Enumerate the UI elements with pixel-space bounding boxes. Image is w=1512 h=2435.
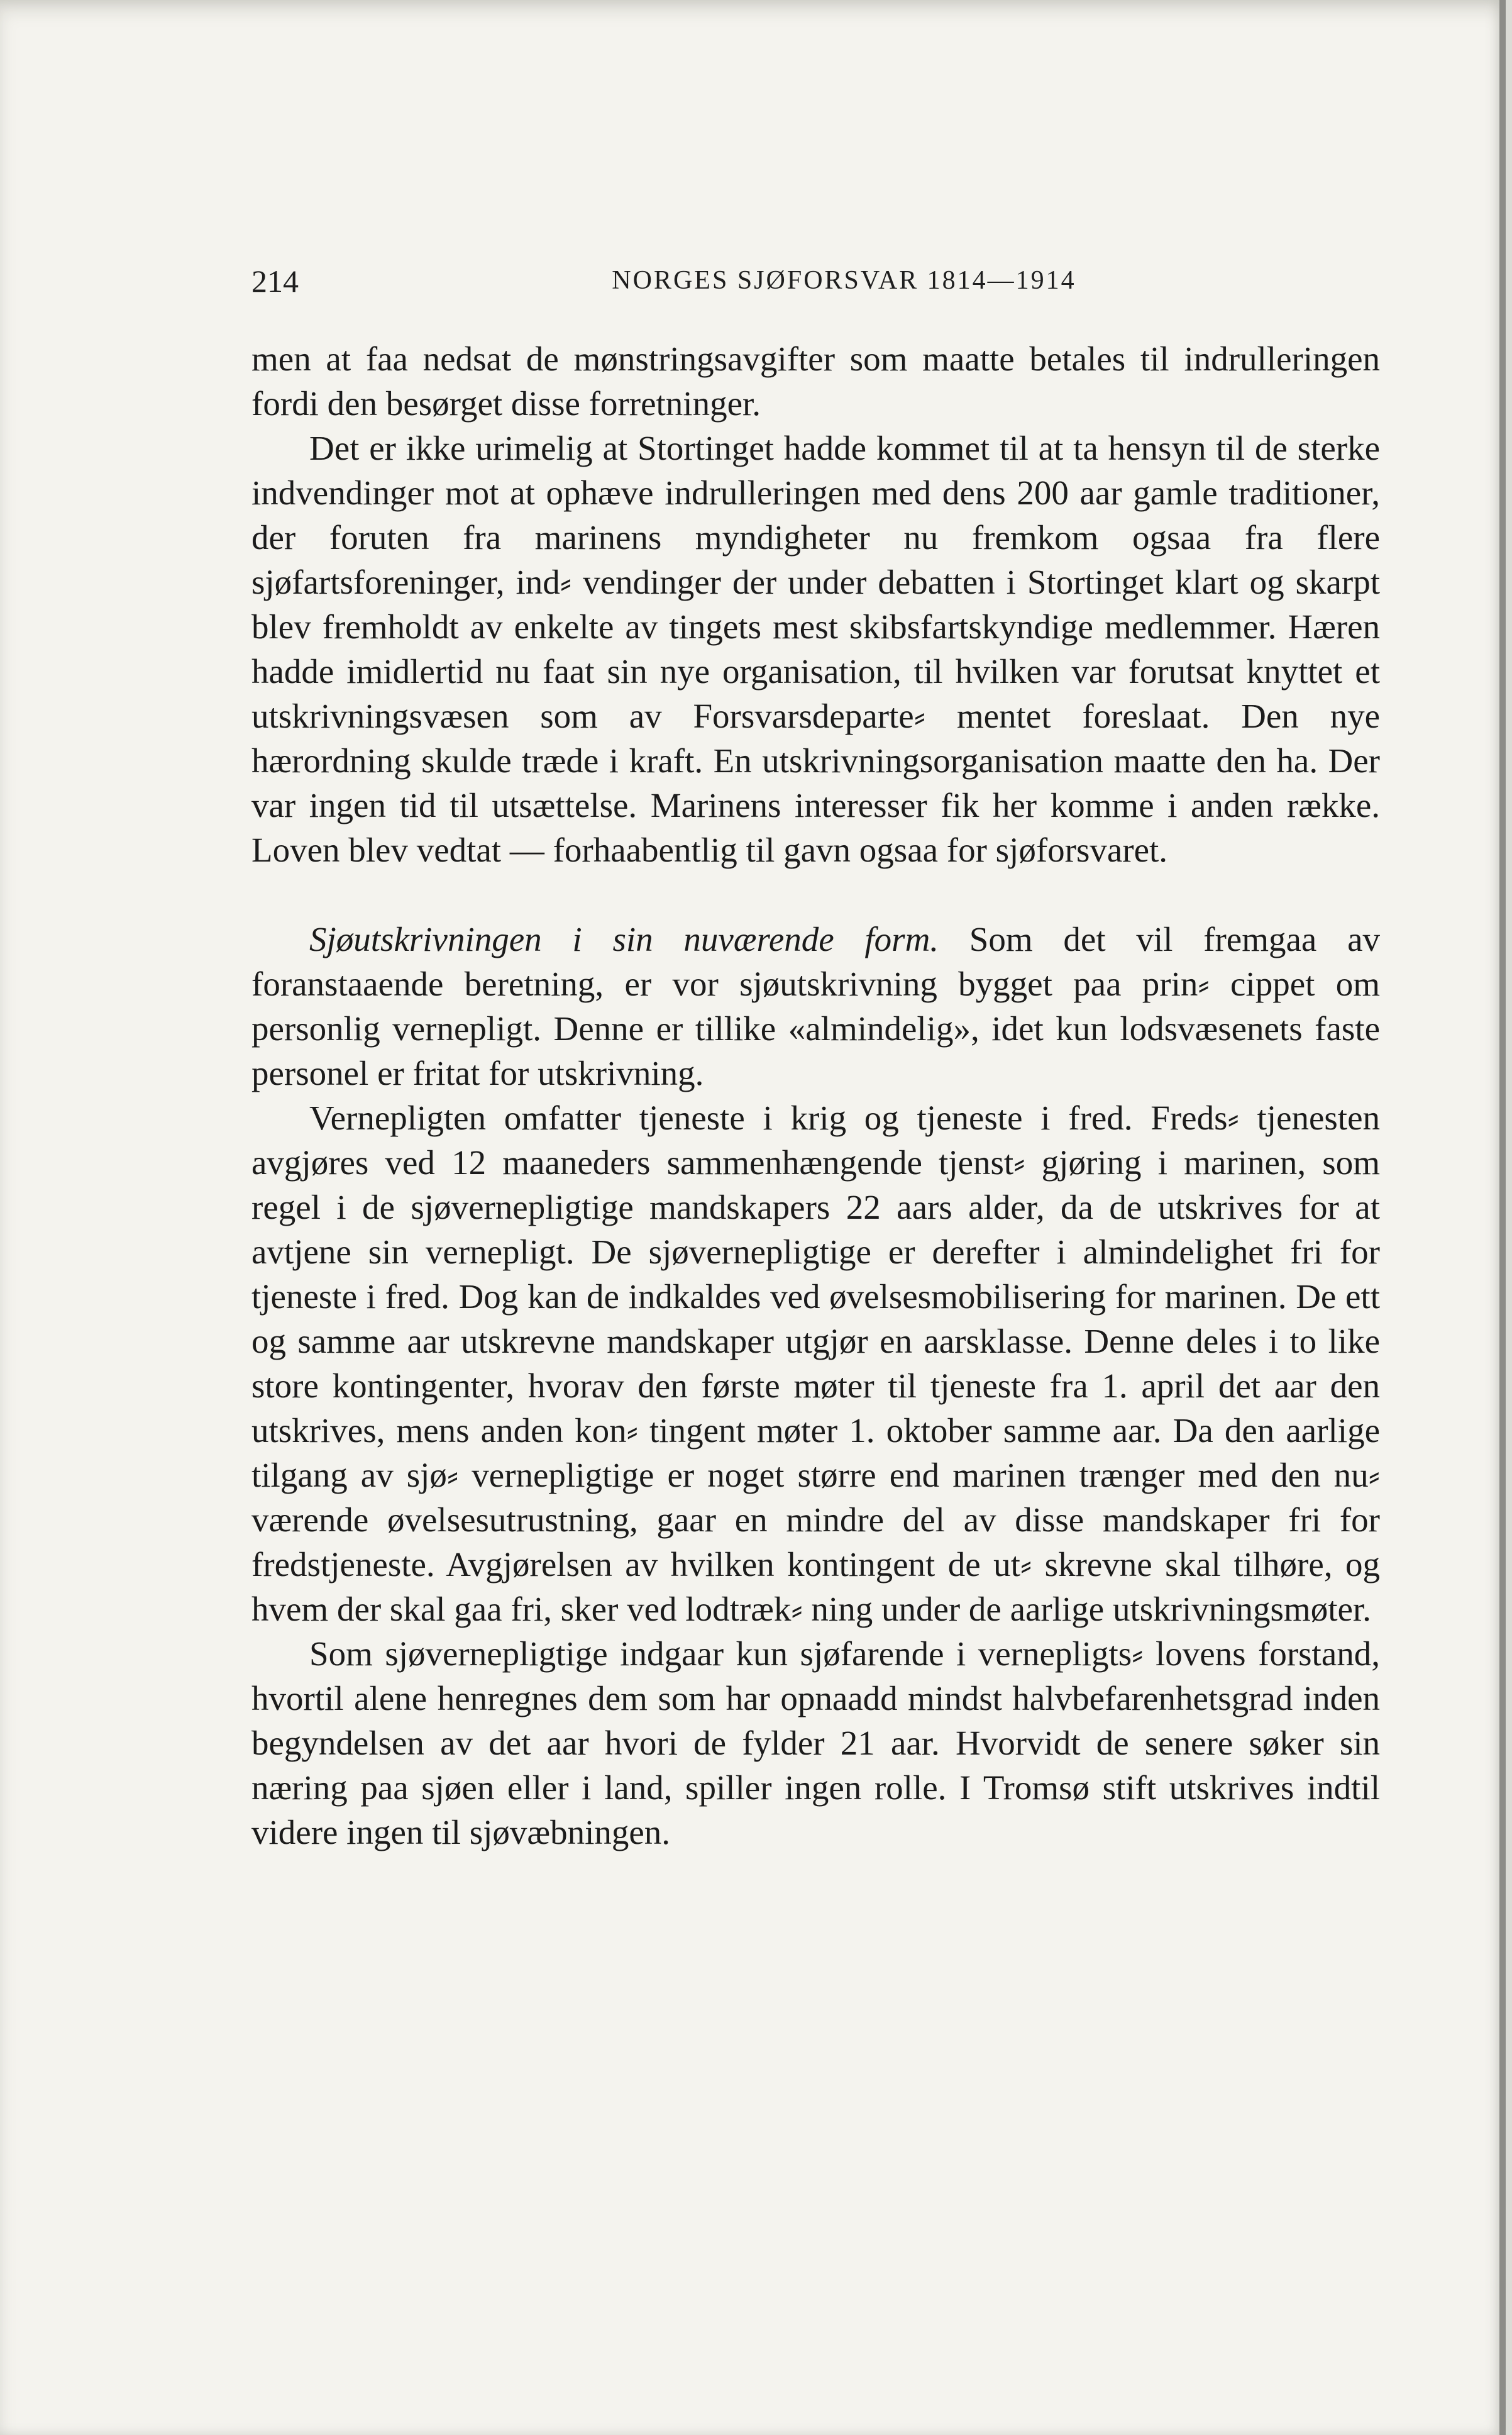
paragraph-sjovernepligtige: Som sjøvernepligtige indgaar kun sjøfarende i vernepligts⸗ lovens forstand, hvortil alene henregnes dem som har opnaadd mindst halvbefarenhetsgrad inden begyndelsen av det aar hvori de fylder 21 aar. Hvorvidt de senere søker sin næring paa sjøen eller i land, spiller ingen rolle. I Tromsø stift utskrives indtil videre ingen til sjøvæbningen. [251, 1634, 1380, 1851]
page-edge [1499, 0, 1506, 2435]
paragraph-continuation: men at faa nedsat de mønstringsavgifter som maatte betales til indrulleringen fordi den besørget disse forretninger. [251, 340, 1380, 423]
running-title: NORGES SJØFORSVAR 1814—1914 [612, 266, 1076, 295]
section-heading-inline: Sjøutskrivningen i sin nuværende form. [309, 920, 939, 958]
paragraph-stortinget: Det er ikke urimelig at Stortinget hadde kommet til at ta hensyn til de sterke indvendinger mot at ophæve indrulleringen med dens 200 aar gamle traditioner, der foruten fra marinens myndigheter nu fremkom ogsaa fra flere sjøfartsforeninger, ind⸗ vendinger der under debatten i Stortinget klart og skarpt blev fremholdt av enkelte av tingets mest skibsfartskyndige medlemmer. Hæren hadde imidlertid nu faat sin nye organisation, til hvilken var forutsat knyttet et utskrivningsvæsen som av Forsvarsdeparte⸗ mentet foreslaat. Den nye hærordning skulde træde i kraft. En utskrivningsorganisation maatte den ha. Der var ingen tid til utsættelse. Marinens interesser fik her komme i anden række. Loven blev vedtat — forhaabentlig til gavn ogsaa for sjøforsvaret. [251, 429, 1380, 869]
body-text [251, 336, 1380, 1855]
paragraph-vernepligten: Vernepligten omfatter tjeneste i krig og tjeneste i fred. Freds⸗ tjenesten avgjøres ved 12 maaneders sammenhængende tjenst⸗ gjøring i marinen, som regel i de sjøvernepligtige mandskapers 22 aars alder, da de utskrives for at avtjene sin vernepligt. De sjøvernepligtige er derefter i almindelighet fri for tjeneste i fred. Dog kan de indkaldes ved øvelsesmobilisering for marinen. De ett og samme aar utskrevne mandskaper utgjør en aarsklasse. Denne deles i to like store kontingenter, hvorav den første møter til tjeneste fra 1. april det aar den utskrives, mens anden kon⸗ tingent møter 1. oktober samme aar. Da den aarlige tilgang av sjø⸗ vernepligtige er noget større end marinen trænger med den nu⸗ værende øvelsesutrustning, gaar en mindre del av disse mandskaper fri for fredstjeneste. Avgjørelsen av hvilken kontingent de ut⸗ skrevne skal tilhøre, og hvem der skal gaa fri, sker ved lodtræk⸗ ning under de aarlige utskrivningsmøter. [251, 1099, 1380, 1628]
page-number: 214 [251, 263, 299, 299]
page-header [251, 263, 1380, 301]
paragraph-sjoutskrivningen [251, 917, 1380, 1095]
paragraph-text: Som det vil fremgaa av foranstaaende beretning, er vor sjøutskrivning bygget paa prin⸗ cippet om personlig vernepligt. Denne er tillike «almindelig», idet kun lodsvæsenets faste personel er fritat for utskrivning. [251, 920, 1380, 1092]
